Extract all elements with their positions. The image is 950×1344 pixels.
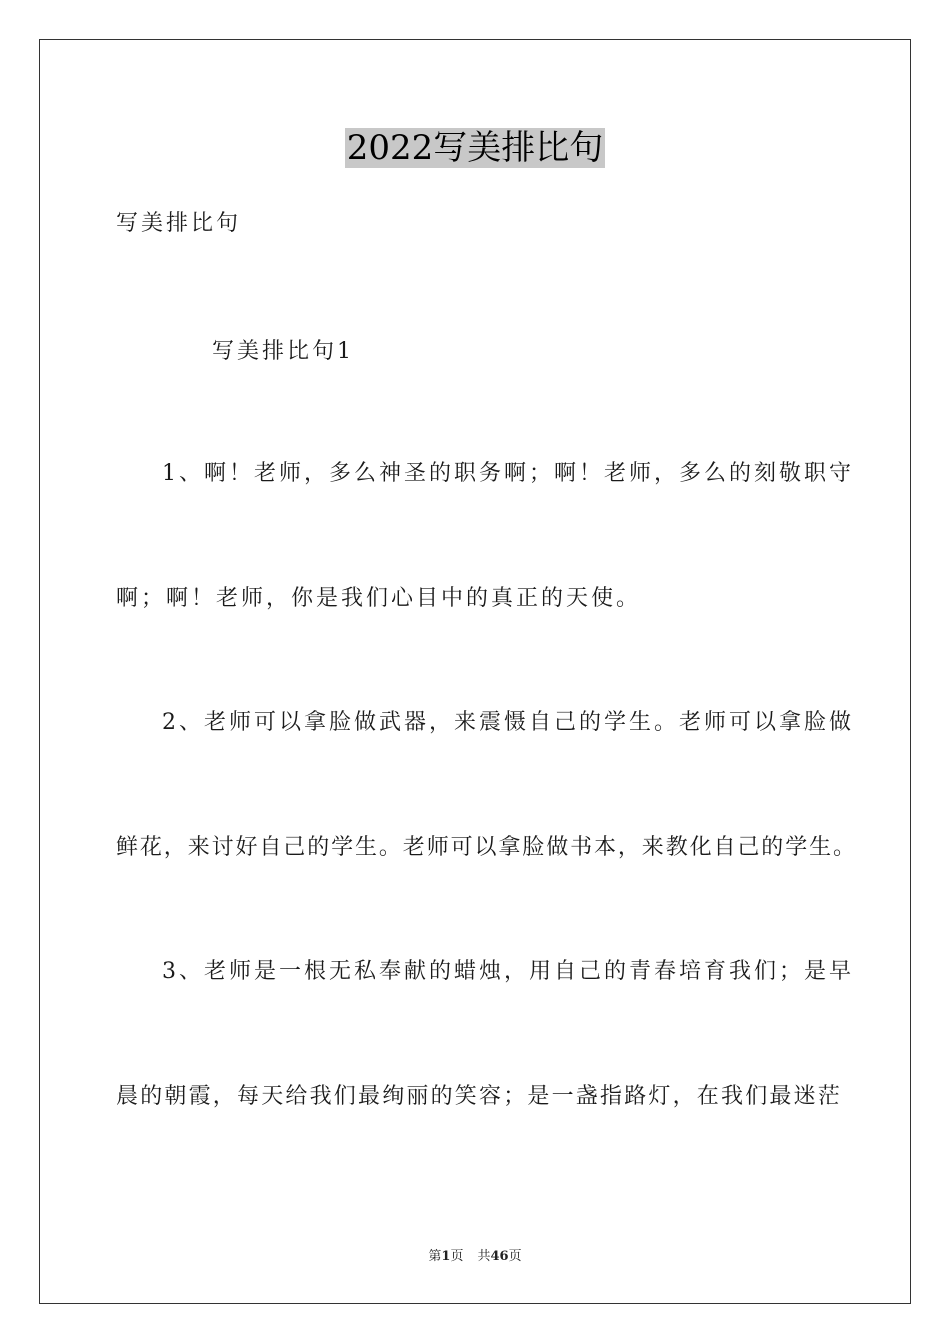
section-heading: 写美排比句1	[212, 339, 354, 364]
paragraph-line: 晨的朝霞，每天给我们最绚丽的笑容；是一盏指路灯，在我们最迷茫	[116, 1084, 843, 1109]
document-title: 2022写美排比句	[346, 128, 604, 168]
title-container	[0, 128, 950, 168]
page-footer	[0, 1248, 950, 1266]
footer-page-prefix: 第	[428, 1249, 442, 1264]
footer-page-suffix: 页	[450, 1249, 464, 1264]
paragraph-line: 1、啊！老师，多么神圣的职务啊；啊！老师，多么的刻敬职守	[162, 461, 854, 486]
paragraph-line: 啊；啊！老师，你是我们心目中的真正的天使。	[116, 586, 642, 611]
paragraph-line: 3、老师是一根无私奉献的蜡烛，用自己的青春培育我们；是早	[162, 959, 854, 984]
footer-total-pages: 46	[490, 1249, 509, 1264]
footer-page-number: 1	[441, 1249, 451, 1264]
document-subtitle: 写美排比句	[116, 211, 242, 236]
paragraph-line: 鲜花，来讨好自己的学生。老师可以拿脸做书本，来教化自己的学生。	[116, 835, 857, 860]
paragraph-line: 2、老师可以拿脸做武器，来震慑自己的学生。老师可以拿脸做	[162, 710, 854, 735]
footer-total-prefix: 共	[477, 1249, 491, 1264]
footer-total-suffix: 页	[508, 1249, 522, 1264]
